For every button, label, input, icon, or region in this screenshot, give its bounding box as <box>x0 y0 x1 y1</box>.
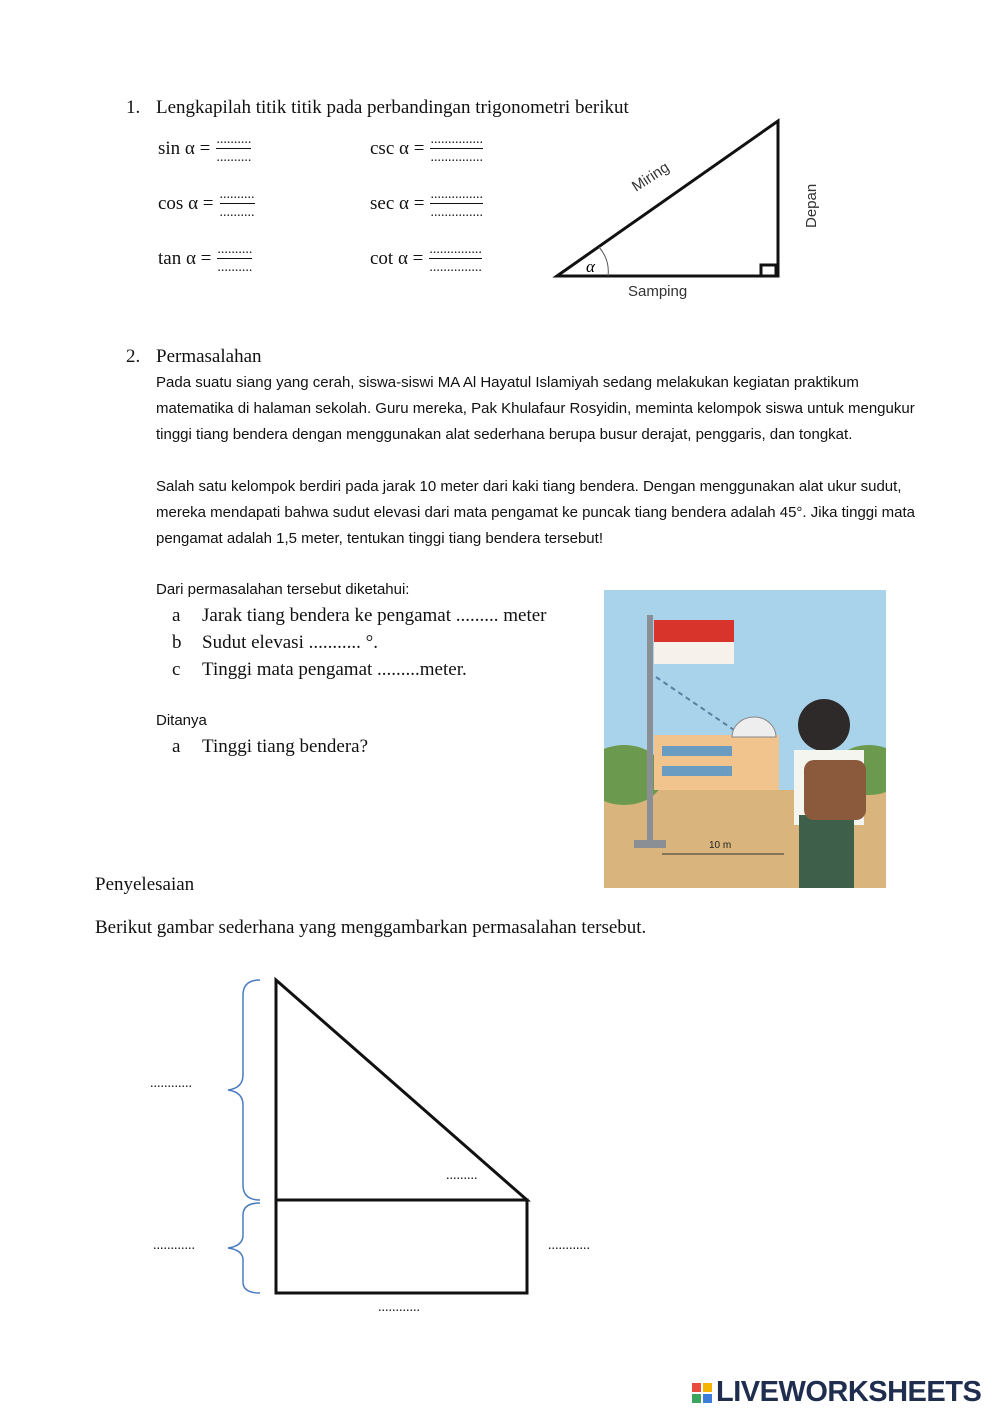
hypotenuse-label: Miring <box>628 158 673 196</box>
fraction-bar <box>429 258 482 259</box>
ratio-cot <box>370 242 482 275</box>
question-2-header <box>126 344 926 370</box>
angle-blank[interactable]: ......... <box>446 1168 478 1183</box>
fraction-bar <box>220 203 255 204</box>
ratio-label: tan α = <box>158 247 212 269</box>
problem-paragraph-1: Pada suatu siang yang cerah, siswa-siswi MA Al Hayatul Islamiyah sedang melakukan kegiatan praktikum matematika di halaman sekolah. Guru mereka, Pak Khulafaur Rosyidin, meminta kelompok siswa untuk mengukur tinggi tiang bendera dengan menggunakan alat sederhana berupa busur derajat, penggaris, dan tongkat. <box>156 374 915 443</box>
ratio-label: sec α = <box>370 192 425 214</box>
angle-arc <box>599 247 608 276</box>
denominator-blank[interactable]: .......... <box>217 260 253 275</box>
fraction-bar <box>430 203 483 204</box>
fraction-bar <box>216 148 251 149</box>
flag-red <box>654 620 734 642</box>
distance-label: 10 m <box>709 840 732 851</box>
solution-diagram <box>220 970 550 1305</box>
numerator-blank[interactable]: ............... <box>429 242 482 257</box>
numerator-blank[interactable]: ............... <box>430 132 483 147</box>
denominator-blank[interactable]: .......... <box>219 205 255 220</box>
list-letter: a <box>172 736 181 757</box>
eye-height-rectangle <box>276 1200 527 1293</box>
question-2-number: 2. <box>126 346 141 367</box>
right-angle-marker <box>761 265 776 276</box>
opposite-label: Depan <box>803 183 820 228</box>
liveworksheets-logo <box>692 1376 981 1409</box>
numerator-blank[interactable]: .......... <box>219 187 255 202</box>
ratio-sec <box>370 187 483 220</box>
solution-title: Penyelesaian <box>95 874 195 895</box>
triangle-shape <box>557 121 778 276</box>
question-1-title: Lengkapilah titik titik pada perbandingan trigonometri berikut <box>156 97 629 118</box>
ratio-csc <box>370 132 483 165</box>
question-2-title: Permasalahan <box>156 346 262 367</box>
asked-item-text: Tinggi tiang bendera? <box>202 736 369 757</box>
known-item-text[interactable]: Tinggi mata pengamat .........meter. <box>202 659 467 680</box>
denominator-blank[interactable]: ............... <box>430 150 483 165</box>
fraction <box>430 187 483 220</box>
lower-height-blank[interactable]: ............ <box>153 1238 195 1253</box>
fraction <box>429 242 482 275</box>
fraction-bar <box>430 148 483 149</box>
ratio-label: sin α = <box>158 137 211 159</box>
ratio-cos <box>158 187 255 220</box>
fraction <box>220 187 255 220</box>
fraction <box>217 242 252 275</box>
ratio-tan <box>158 242 252 275</box>
ratio-label: csc α = <box>370 137 425 159</box>
logo-text: LIVEWORKSHEETS <box>716 1376 982 1408</box>
logo-icon <box>692 1383 712 1403</box>
flag-white <box>654 642 734 664</box>
fraction <box>430 132 483 165</box>
list-letter: c <box>172 659 181 680</box>
fraction <box>216 132 251 165</box>
numerator-blank[interactable]: ............... <box>430 187 483 202</box>
known-item-text[interactable]: Sudut elevasi ........... °. <box>202 632 378 653</box>
solution-intro: Berikut gambar sederhana yang menggambarkan permasalahan tersebut. <box>95 917 647 938</box>
known-label: Dari permasalahan tersebut diketahui: <box>156 581 410 598</box>
flagpole-illustration <box>604 590 886 888</box>
adjacent-label: Samping <box>628 283 688 300</box>
list-letter: a <box>172 605 181 626</box>
backpack <box>804 760 866 820</box>
known-item-text[interactable]: Jarak tiang bendera ke pengamat ......... meter <box>202 605 547 626</box>
right-side-blank[interactable]: ............ <box>548 1238 590 1253</box>
problem-paragraph-2: Salah satu kelompok berdiri pada jarak 10 meter dari kaki tiang bendera. Dengan menggunakan alat ukur sudut, mereka mendapati bahwa sudut elevasi dari mata pengamat ke puncak tiang bendera adalah 45°. Jika tinggi mata pengamat adalah 1,5 meter, tentukan tinggi tiang bendera tersebut! <box>156 478 915 547</box>
distance-blank[interactable]: ............ <box>378 1300 420 1315</box>
lower-brace <box>228 1203 260 1293</box>
denominator-blank[interactable]: .......... <box>216 150 252 165</box>
fraction-bar <box>217 258 252 259</box>
denominator-blank[interactable]: ............... <box>429 260 482 275</box>
ratio-label: cot α = <box>370 247 424 269</box>
list-letter: b <box>172 632 182 653</box>
asked-label: Ditanya <box>156 712 207 729</box>
numerator-blank[interactable]: .......... <box>216 132 252 147</box>
ratio-sin <box>158 132 251 165</box>
upper-height-blank[interactable]: ............ <box>150 1076 192 1091</box>
angle-alpha-label: α <box>586 257 595 276</box>
question-1-number: 1. <box>126 97 141 118</box>
upper-brace <box>228 980 260 1200</box>
denominator-blank[interactable]: ............... <box>430 205 483 220</box>
elevation-triangle <box>276 980 527 1200</box>
numerator-blank[interactable]: .......... <box>217 242 253 257</box>
flagpole <box>647 615 653 845</box>
ratio-label: cos α = <box>158 192 214 214</box>
right-triangle-diagram <box>550 110 840 310</box>
